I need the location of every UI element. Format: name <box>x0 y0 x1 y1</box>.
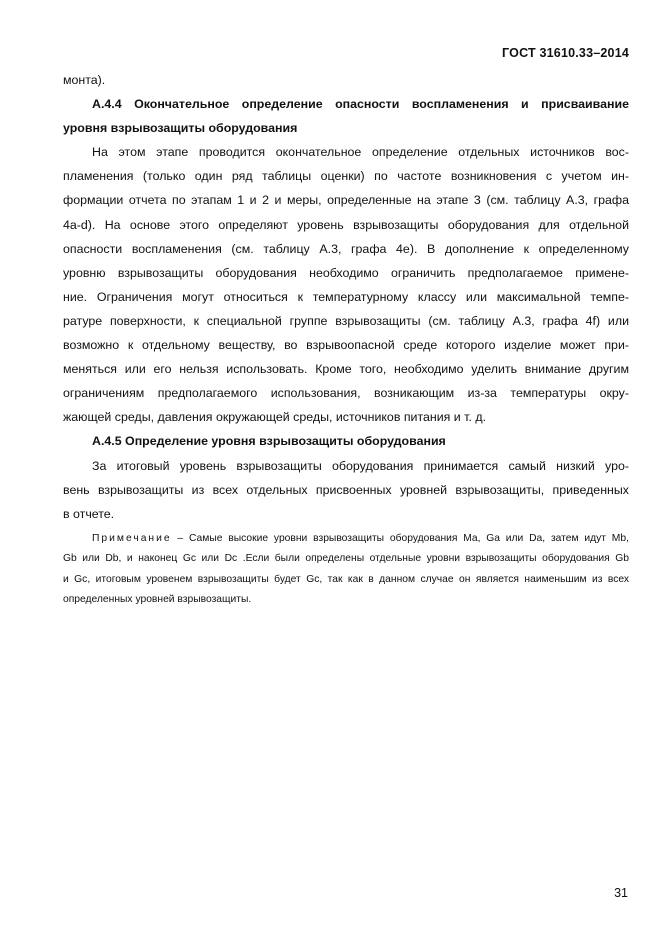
paragraph-line: На этом этапе проводится окончательное определение отдельных источников вос- <box>92 145 629 160</box>
section-heading-a44: А.4.4 Окончательное определение опасности воспламенения и присваивание <box>92 97 629 112</box>
paragraph-line: пламенения (только один ряд таблицы оценки) по частоте возникновения с учетом ин- <box>63 169 629 184</box>
paragraph-line: формации отчета по этапам 1 и 2 и меры, определенные на этапе 3 (см. таблицу А.3, графа <box>63 193 629 208</box>
document-code: ГОСТ 31610.33–2014 <box>502 46 629 60</box>
note-line: определенных уровней взрывозащиты. <box>63 594 252 606</box>
paragraph-line: За итоговый уровень взрывозащиты оборудования принимается самый низкий уро- <box>92 458 629 473</box>
note-line <box>63 529 629 550</box>
paragraph-line: ратуре поверхности, к специальной группе взрывозащиты (см. таблицу А.3, графа 4f) или <box>63 313 629 328</box>
paragraph-line: ограничениям предполагаемого использования, возникающим из-за температуры окру- <box>63 386 629 401</box>
paragraph-continuation: монта). <box>63 73 106 87</box>
paragraph-line: ние. Ограничения могут относиться к температурному классу или максимальной темпе- <box>63 289 629 304</box>
section-a44 <box>63 92 629 429</box>
note-block <box>63 529 629 611</box>
paragraph-line: уровню взрывозащиты оборудования необходимо ограничить предполагаемое примене- <box>63 265 629 280</box>
paragraph-line: вень взрывозащиты из всех отдельных присвоенных уровней взрывозащиты, приведенных <box>63 482 629 497</box>
paragraph-line: опасности воспламенения (см. таблицу А.3, графа 4e). В дополнение к определенному <box>63 241 629 256</box>
note-line: и Gc, итоговым уровенем взрывозащиты будет Gc, так как в данном случае он является наименьшим из всех <box>63 573 629 585</box>
section-a45 <box>63 429 629 525</box>
paragraph-line: меняться или его нельзя использовать. Кроме того, необходимо уделить внимание другим <box>63 362 629 377</box>
paragraph-line: возможно к отдельному веществу, во взрывоопасной среде которого изделие может при- <box>63 338 629 353</box>
note-dash: – <box>177 532 184 544</box>
document-body <box>63 68 629 611</box>
note-line: Gb или Db, и наконец Gc или Dc .Если были определены отдельные уровни взрывозащиты оборудования Gb <box>63 553 629 565</box>
section-heading-a45: А.4.5 Определение уровня взрывозащиты оборудования <box>92 434 446 449</box>
paragraph-line: 4a-d). На основе этого определяют уровень взрывозащиты оборудования для отдельной <box>63 217 629 232</box>
page-number: 31 <box>614 886 628 900</box>
note-label: Примечание <box>92 532 172 544</box>
paragraph-line: в отчете. <box>63 506 115 521</box>
note-text: Самые высокие уровни взрывозащиты оборудования Ma, Ga или Da, затем идут Mb, <box>188 532 629 544</box>
paragraph-line: жающей среды, давления окружающей среды, источников питания и т. д. <box>63 410 487 425</box>
section-heading-a44-cont: уровня взрывозащиты оборудования <box>63 121 298 136</box>
